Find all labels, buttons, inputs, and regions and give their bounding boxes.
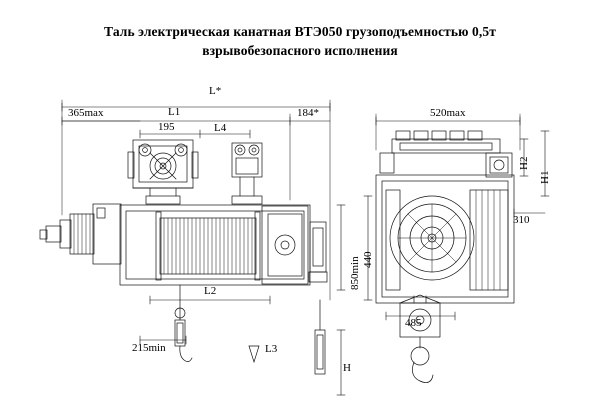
title-line-2: взрывобезопасного исполнения (202, 43, 398, 58)
dim-label-485: 485 (405, 317, 422, 329)
hook-rope-side (175, 285, 192, 362)
title-line-1: Таль электрическая канатная ВТЭ050 грузоподъемностью 0,5т (104, 24, 496, 39)
dim-label-L-star: L* (209, 85, 222, 97)
dim-label-520max: 520max (430, 107, 466, 119)
dim-label-215min: 215min (132, 342, 166, 354)
trolley-wheel-right (232, 143, 262, 204)
dim-850min (337, 205, 345, 290)
dim-label-L3: L3 (265, 343, 278, 355)
hoist-body-front (376, 175, 514, 303)
pendant-control (249, 300, 325, 374)
dim-440 (364, 196, 372, 300)
trolley-assembly (128, 140, 198, 204)
dim-label-H2: H2 (518, 156, 530, 170)
trolley-front (380, 131, 512, 177)
dim-label-H-side: H (343, 362, 351, 374)
dim-520max (376, 114, 520, 150)
hook-block-front (400, 295, 440, 383)
hoist-body-side (120, 205, 310, 285)
dim-label-L4: L4 (214, 122, 227, 134)
dim-label-L2: L2 (204, 285, 217, 297)
dim-label-440: 440 (362, 251, 374, 268)
dim-L2 (150, 296, 270, 304)
dim-label-184: 184* (297, 107, 319, 119)
dim-label-H1: H1 (539, 170, 551, 184)
dim-label-365max: 365max (68, 107, 104, 119)
dim-label-850min: 850min (349, 256, 361, 290)
dim-label-L1: L1 (168, 106, 181, 118)
motor-side (40, 204, 121, 264)
dim-label-310: 310 (513, 214, 530, 226)
dim-label-195: 195 (158, 121, 175, 133)
dim-H1 (541, 131, 549, 196)
control-box-side (309, 222, 327, 282)
